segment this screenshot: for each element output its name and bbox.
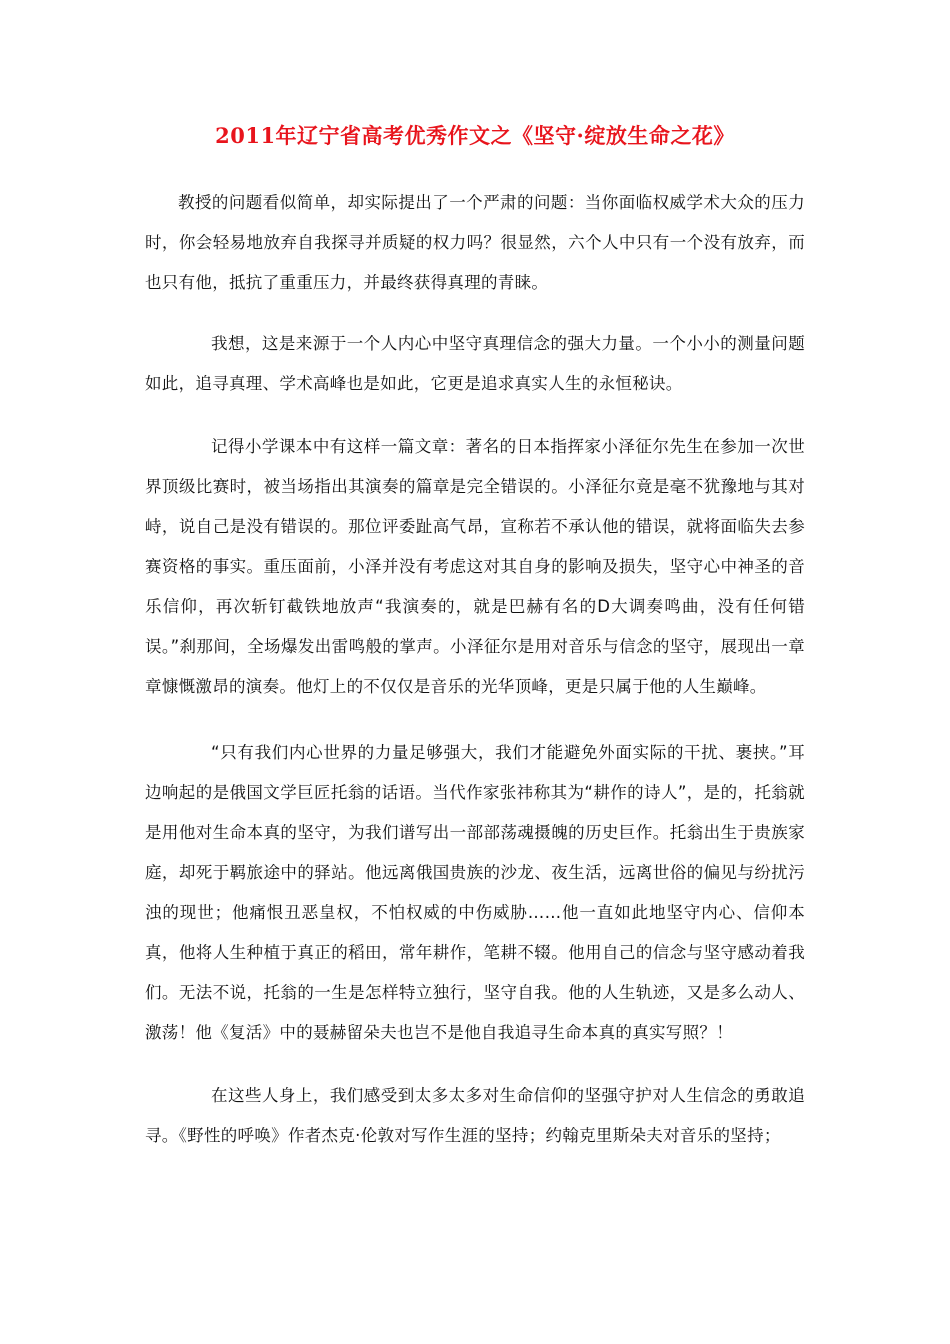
document-title: 2011年辽宁省高考优秀作文之《坚守·绽放生命之花》 [215,123,735,148]
paragraph-4: “只有我们内心世界的力量足够强大，我们才能避免外面实际的干扰、裹挟。”耳边响起的是俄国文学巨匠托翁的话语。当代作家张祎称其为“耕作的诗人”，是的，托翁就是用他对生命本真的坚守，为我们谱写出一部部荡魂摄魄的历史巨作。托翁出生于贵族家庭，却死于羁旅途中的驿站。他远离俄国贵族的沙龙、夜生活，远离世俗的偏见与纷扰污浊的现世；他痛恨丑恶皇权，不怕权威的中伤威胁……他一直如此地坚守内心、信仰本真，他将人生种植于真正的稻田，常年耕作，笔耕不辍。他用自己的信念与坚守感动着我们。无法不说，托翁的一生是怎样特立独行，坚守自我。他的人生轨迹，又是多么动人、激荡！他《复活》中的聂赫留朵夫也岂不是他自我追寻生命本真的真实写照？！ [145,743,805,1042]
paragraph-2: 我想，这是来源于一个人内心中坚守真理信念的强大力量。一个小小的测量问题如此，追寻真理、学术高峰也是如此，它更是追求真实人生的永恒秘诀。 [145,334,805,393]
paragraph-3: 记得小学课本中有这样一篇文章：著名的日本指挥家小泽征尔先生在参加一次世界顶级比赛时，被当场指出其演奏的篇章是完全错误的。小泽征尔竟是毫不犹豫地与其对峙，说自己是没有错误的。那位评委趾高气昂，宣称若不承认他的错误，就将面临失去参赛资格的事实。重压面前，小泽并没有考虑这对其自身的影响及损失，坚守心中神圣的音乐信仰，再次斩钉截铁地放声“我演奏的，就是巴赫有名的D大调奏鸣曲，没有任何错误。”刹那间，全场爆发出雷鸣般的掌声。小泽征尔是用对音乐与信念的坚守，展现出一章章慷慨激昂的演奏。他灯上的不仅仅是音乐的光华顶峰，更是只属于他的人生巅峰。 [145,437,805,696]
paragraph-5: 在这些人身上，我们感受到太多太多对生命信仰的坚强守护对人生信念的勇敢追寻。《野性的呼唤》作者杰克·伦敦对写作生涯的坚持；约翰克里斯朵夫对音乐的坚持； [145,1086,805,1145]
paragraph-1: 教授的问题看似简单，却实际提出了一个严肃的问题：当你面临权威学术大众的压力时，你会轻易地放弃自我探寻并质疑的权力吗？很显然，六个人中只有一个没有放弃，而也只有他，抵抗了重重压力，并最终获得真理的青睐。 [145,193,805,292]
